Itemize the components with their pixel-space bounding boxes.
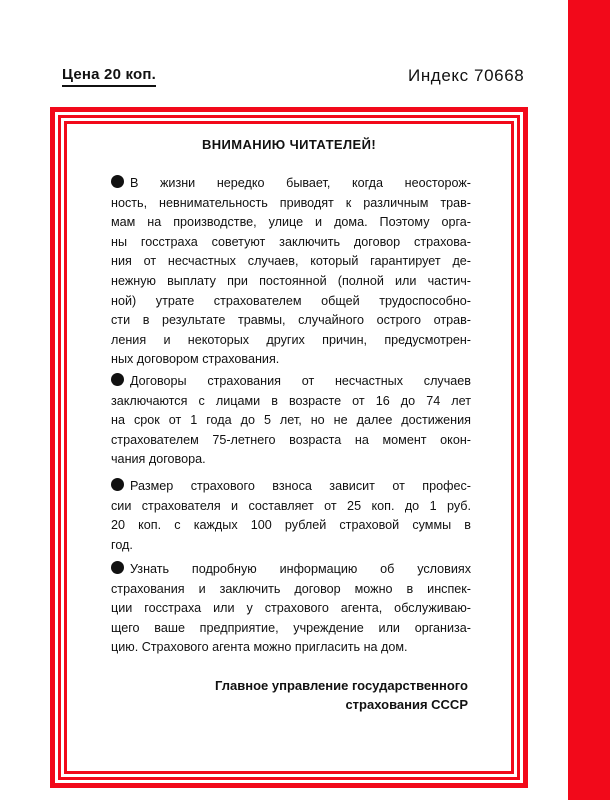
- paragraph-line: год.: [111, 537, 133, 552]
- bullet-icon: [111, 373, 124, 386]
- paragraph-line: заключаются с лицами в возрасте от 16 до 74 лет: [111, 393, 471, 408]
- paragraph-line: страхователем 75-летнего возраста на момент окон-: [111, 432, 471, 447]
- notice-paragraph-1: [111, 174, 471, 370]
- paragraph-line: ления и некоторых других причин, предусмотрен-: [111, 332, 471, 347]
- paragraph-line: Договоры страхования от несчастных случаев: [111, 372, 471, 392]
- paragraph-line: сии страхователя и составляет от 25 коп. до 1 руб.: [111, 498, 471, 513]
- paragraph-line: ции госстраха или у страхового агента, обслуживаю-: [111, 601, 471, 616]
- paragraph-line: Размер страхового взноса зависит от профес-: [111, 477, 471, 497]
- bullet-icon: [111, 561, 124, 574]
- paragraph-line: ны госстраха советуют заключить договор страхова-: [111, 234, 471, 249]
- notice-paragraph-3: [111, 477, 471, 555]
- paragraph-line: мам на производстве, улице и дома. Поэтому орга-: [111, 215, 471, 230]
- price-label: Цена 20 коп.: [62, 66, 156, 87]
- paragraph-line: ность, невнимательность приводят к различным трав-: [111, 195, 471, 210]
- notice-paragraph-2: [111, 372, 471, 470]
- red-side-strip: [568, 0, 610, 800]
- paragraph-line: ной) утрате страхователем общей трудоспособно-: [111, 293, 471, 308]
- notice-paragraph-4: [111, 560, 471, 658]
- index-label: Индекс 70668: [408, 66, 525, 85]
- paragraph-line: цию. Страхового агента можно пригласить на дом.: [111, 640, 408, 655]
- paragraph-line: В жизни нередко бывает, когда неосторож-: [111, 174, 471, 194]
- paragraph-line: ных договором страхования.: [111, 352, 280, 367]
- paragraph-line: нежную выплату при постоянной (полной или частич-: [111, 273, 471, 288]
- paragraph-line: ния от несчастных случаев, который гарантирует де-: [111, 254, 471, 269]
- paragraph-line: сти в результате травмы, случайного острого отрав-: [111, 313, 471, 328]
- paragraph-line: щего ваше предприятие, учреждение или организа-: [111, 620, 471, 635]
- paragraph-line: чания договора.: [111, 452, 206, 467]
- paragraph-line: страхования и заключить договор можно в инспек-: [111, 581, 471, 596]
- notice-heading: ВНИМАНИЮ ЧИТАТЕЛЕЙ!: [201, 137, 377, 152]
- bullet-icon: [111, 478, 124, 491]
- signature-line-2: страхования СССР: [345, 697, 468, 712]
- signature-line-1: Главное управление государственного: [215, 678, 468, 693]
- paragraph-line: 20 коп. с каждых 100 рублей страховой суммы в: [111, 518, 471, 533]
- paragraph-line: Узнать подробную информацию об условиях: [111, 560, 471, 580]
- bullet-icon: [111, 175, 124, 188]
- paragraph-line: на срок от 1 года до 5 лет, но не далее достижения: [111, 413, 471, 428]
- signature-block: [150, 676, 468, 714]
